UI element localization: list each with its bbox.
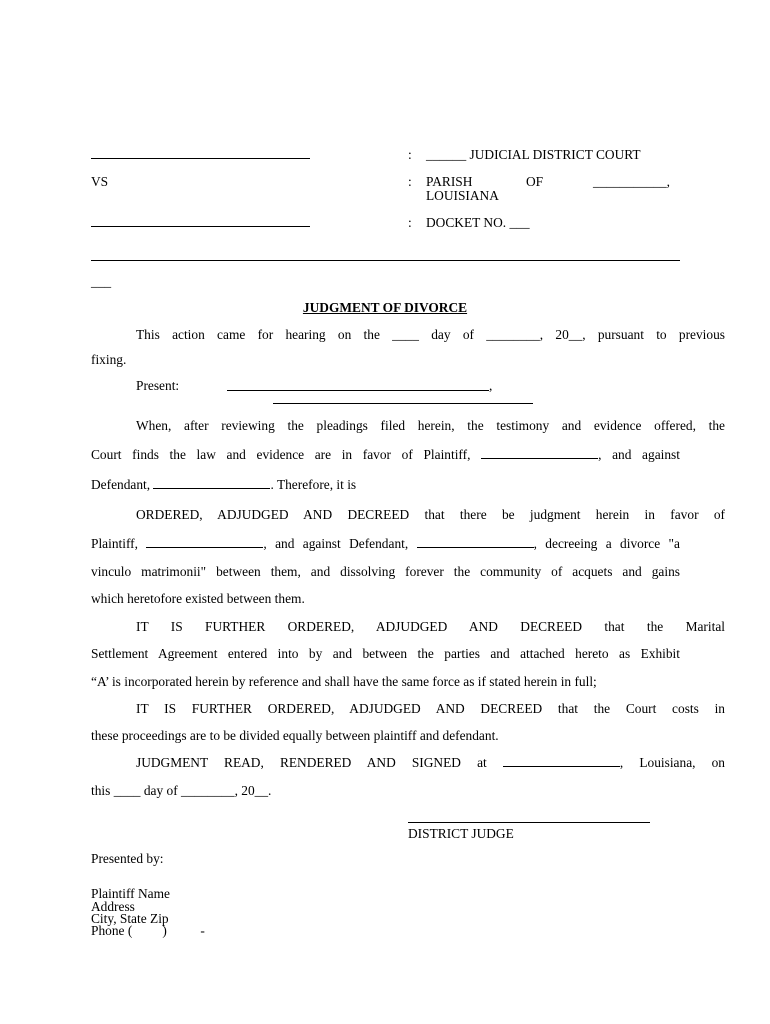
- plaintiff-city: City, State Zip: [91, 911, 169, 926]
- costs-line-1: IT IS FURTHER ORDERED, ADJUDGED AND DECREED that the Court costs in: [136, 701, 725, 716]
- caption-colon: :: [408, 174, 412, 189]
- signed-line-2: this ____ day of ________, 20__.: [91, 783, 272, 798]
- parish-label: PARISH: [426, 174, 473, 189]
- plaintiff-blank: [481, 447, 598, 459]
- parish-blank: ___________,: [593, 174, 670, 189]
- present-blank-1: [227, 390, 489, 391]
- defendant-name-line: [91, 226, 310, 227]
- costs-line-2: these proceedings are to be divided equally between plaintiff and defendant.: [91, 728, 499, 743]
- present-blank-2: [273, 403, 533, 404]
- caption-colon: :: [408, 147, 412, 162]
- decree-line-4: which heretofore existed between them.: [91, 591, 305, 606]
- signed-line-1: [91, 755, 725, 771]
- findings-line-1: When, after reviewing the pleadings filed herein, the testimony and evidence offered, the: [136, 418, 725, 433]
- present-label: Present:: [136, 378, 180, 393]
- decree-text: , decreeing a divorce "a: [533, 536, 680, 551]
- of-label: OF: [526, 174, 544, 189]
- signed-text: JUDGMENT READ, RENDERED AND SIGNED at: [136, 755, 487, 770]
- hearing-line-2: fixing.: [91, 352, 127, 367]
- caption-colon: :: [408, 215, 412, 230]
- plaintiff-name-line: [91, 158, 310, 159]
- plaintiff-name: Plaintiff Name: [91, 886, 170, 901]
- plaintiff-blank: [146, 536, 263, 548]
- findings-text: Court finds the law and evidence are in favor of Plaintiff,: [91, 447, 471, 462]
- location-blank: [503, 755, 620, 767]
- decree-line-1: ORDERED, ADJUDGED AND DECREED that there be judgment herein in favor of: [136, 507, 725, 522]
- findings-line-3: [91, 477, 356, 493]
- plaintiff-address: Address: [91, 899, 135, 914]
- plaintiff-phone: Phone ( ) -: [91, 923, 205, 938]
- decree-text: Plaintiff,: [91, 536, 138, 551]
- judge-title: DISTRICT JUDGE: [408, 826, 514, 841]
- settlement-line-1: IT IS FURTHER ORDERED, ADJUDGED AND DECREED that the Marital: [136, 619, 725, 634]
- settlement-line-3: “A’ is incorporated herein by reference and shall have the same force as if stated herein in full;: [91, 674, 597, 689]
- presented-by-label: Presented by:: [91, 851, 164, 866]
- court-name: ______ JUDICIAL DISTRICT COURT: [426, 147, 641, 162]
- defendant-blank: [417, 536, 534, 548]
- decree-text: , and against Defendant,: [263, 536, 409, 551]
- present-comma: ,: [489, 378, 493, 393]
- versus-label: VS: [91, 174, 109, 189]
- judge-signature-line: [408, 822, 650, 823]
- settlement-line-2: Settlement Agreement entered into by and between the parties and attached hereto as Exhibit: [91, 646, 680, 661]
- docket-number: DOCKET NO. ___: [426, 215, 530, 230]
- underscore-stub: ___: [91, 274, 112, 289]
- document-title: JUDGMENT OF DIVORCE: [302, 300, 468, 315]
- decree-line-2: [91, 536, 680, 552]
- caption-divider: [91, 260, 680, 261]
- defendant-blank: [153, 477, 270, 489]
- state-name: LOUISIANA: [426, 188, 499, 203]
- findings-line-2: [91, 447, 680, 463]
- signed-text: , Louisiana, on: [619, 755, 725, 770]
- findings-text: . Therefore, it is: [270, 477, 357, 492]
- decree-line-3: vinculo matrimonii" between them, and dissolving forever the community of acquets and gains: [91, 564, 680, 579]
- findings-text: Defendant,: [91, 477, 151, 492]
- findings-text: , and against: [598, 447, 680, 462]
- hearing-line-1: This action came for hearing on the ____ day of ________, 20__, pursuant to previous: [136, 327, 725, 342]
